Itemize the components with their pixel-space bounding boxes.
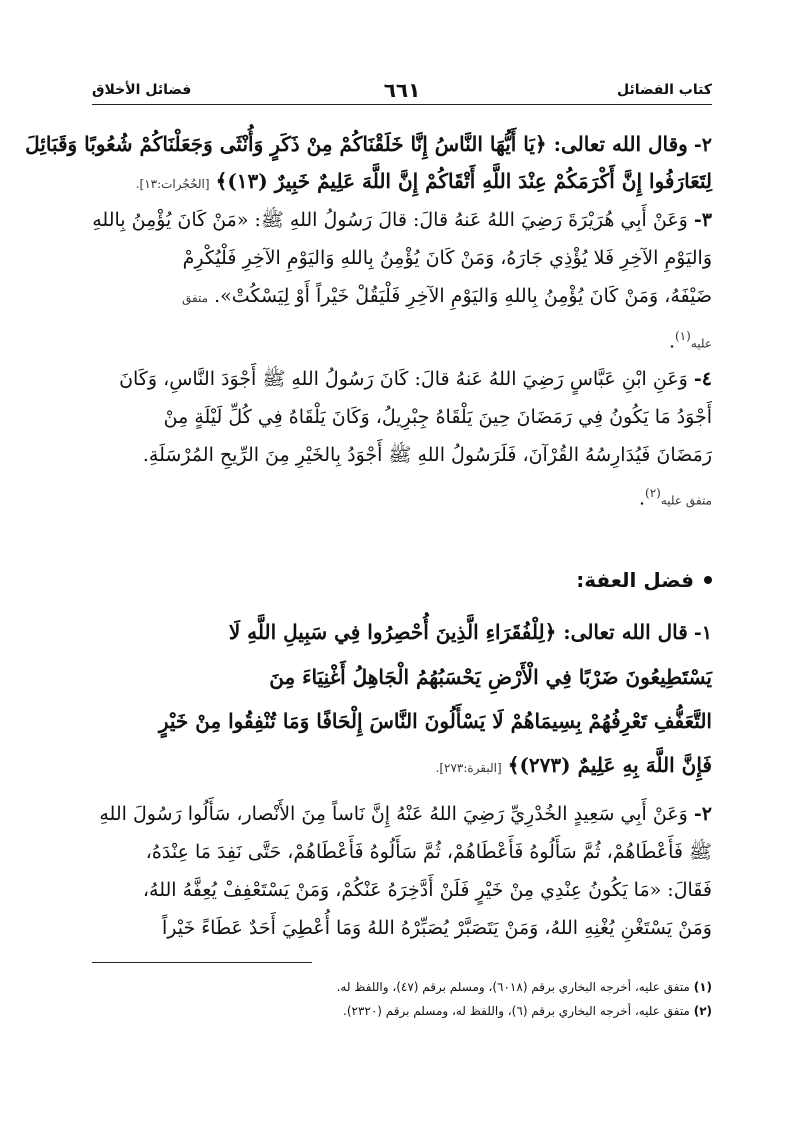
quran-verse: فَإِنَّ اللَّهَ بِهِ عَلِيمٌ (٢٧٣)﴾ <box>507 753 712 777</box>
grading: عليه <box>690 336 712 351</box>
entry-number: ٢- <box>693 803 712 825</box>
hadith-text: وَاليَوْمِ الآخِرِ فَلا يُؤْذِي جَارَهُ، وَمَنْ كَانَ يُؤْمِنُ بِاللهِ وَاليَوْمِ الآخِرِ فَلْيُكْرِمْ <box>182 247 712 269</box>
grading: متفق <box>181 291 209 305</box>
hadith-text: رَمَضَانَ فَيُدَارِسُهُ القُرْآنَ، فَلَرَسُولُ اللهِ ﷺ أَجْوَدُ بِالخَيْرِ مِنَ الرِّيحِ المُرْسَلَةِ. <box>142 444 712 466</box>
entry-number: ٢- <box>693 134 712 156</box>
section-title: فضل العفة: <box>576 568 694 592</box>
verse-reference: [الحُجُرات:١٣]. <box>135 177 210 191</box>
bullet-icon <box>704 576 712 584</box>
hadith-text: وَمَنْ يَسْتَغْنِ يُغْنِهِ اللهُ، وَمَنْ يَتَصَبَّرْ يُصَبِّرْهُ اللهُ وَمَا أُعْطِيَ أَحَدٌ عَطَاءً خَيْراً <box>161 917 712 939</box>
footnote-text: متفق عليه، أخرجه البخاري برقم (٦)، واللفظ له، ومسلم برقم (٢٣٢٠). <box>343 1004 690 1018</box>
entry-hadith-abu-hurairah <box>92 201 712 362</box>
entry-line <box>92 277 712 317</box>
book-page <box>25 70 712 1120</box>
entry-line <box>92 610 712 655</box>
hadith-text: ضَيْفَهُ، وَمَنْ كَانَ يُؤْمِنُ بِاللهِ وَاليَوْمِ الآخِرِ فَلْيَقُلْ خَيْراً أَوْ لِيَسْكُتْ». <box>214 285 712 307</box>
verse-reference: [البقرة:٢٧٣]. <box>435 761 502 775</box>
entry-line <box>92 474 712 519</box>
entry-hadith-ibn-abbas <box>92 360 712 519</box>
punctuation: . <box>638 487 646 510</box>
entry-line <box>25 126 712 163</box>
punctuation: . <box>668 330 675 353</box>
hadith-text: ﷺ فَأَعْطَاهُمْ، ثُمَّ سَأَلُوهُ فَأَعْطَاهُمْ، ثُمَّ سَأَلُوهُ فَأَعْطَاهُمْ، حَتَّى نَفِدَ مَا عِنْدَهُ، <box>145 841 712 863</box>
chapter-title: فضائل الأخلاق <box>92 82 192 98</box>
quran-verse: يَسْتَطِيعُونَ ضَرْبًا فِي الْأَرْضِ يَحْسَبُهُمُ الْجَاهِلُ أَغْنِيَاءَ مِنَ <box>269 665 712 689</box>
footnote-number: (١) <box>693 980 712 994</box>
running-header <box>92 78 712 105</box>
entry-line <box>92 317 712 362</box>
grading: متفق عليه <box>660 493 712 508</box>
hadith-text: وَعَنِ ابْنِ عَبَّاسٍ رَضِيَ اللهُ عَنهُ قالَ: كَانَ رَسُولُ اللهِ ﷺ أَجْوَدَ النَّاسِ، وَكَانَ <box>119 368 688 390</box>
entry-number: ٣- <box>693 209 712 231</box>
section-heading <box>576 568 712 592</box>
hadith-text: وَعَنْ أَبِي سَعِيدٍ الخُدْرِيِّ رَضِيَ اللهُ عَنْهُ إِنَّ نَاساً مِنَ الأَنْصار، سَأَلُوا رَسُولَ اللهِ <box>99 803 688 825</box>
entry-line <box>92 743 712 790</box>
page-number: ٦٦١ <box>383 78 421 102</box>
book-title: كتاب الفضائل <box>617 82 712 98</box>
footnotes <box>92 975 712 1023</box>
entry-number: ٤- <box>693 368 712 390</box>
entry-line <box>92 795 712 833</box>
entry-verse-baqarah <box>92 610 712 790</box>
hadith-text: وَعَنْ أَبِي هُرَيْرَةَ رَضِيَ اللهُ عَنهُ قالَ: قالَ رَسُولُ اللهِ ﷺ: «مَنْ كَانَ يُؤْمِنُ بِاللهِ <box>92 209 688 231</box>
hadith-text: فَقَالَ: «مَا يَكُونُ عِنْدِي مِنْ خَيْرٍ فَلَنْ أَدَّخِرَهُ عَنْكُمْ، وَمَنْ يَسْتَعْفِفْ يُعِفَّهُ اللهُ، <box>142 879 712 901</box>
quran-verse: وقال الله تعالى: ﴿يَا أَيُّهَا النَّاسُ إِنَّا خَلَقْنَاكُمْ مِنْ ذَكَرٍ وَأُنْثَى وَجَعَلْنَاكُمْ شُعُوبًا وَقَبَائِلَ <box>25 132 688 156</box>
entry-line <box>92 360 712 398</box>
hadith-text: أَجْوَدُ مَا يَكُونُ فِي رَمَضَانَ حِينَ يَلْقَاهُ جِبْرِيلُ، وَكَانَ يَلْقَاهُ فِي كُلِّ لَيْلَةٍ مِنْ <box>163 406 712 428</box>
footnote <box>92 999 712 1023</box>
footnote-divider <box>92 962 312 963</box>
entry-verse-hujurat <box>25 126 712 202</box>
quran-verse: التَّعَفُّفِ تَعْرِفُهُمْ بِسِيمَاهُمْ لَا يَسْأَلُونَ النَّاسَ إِلْحَافًا وَمَا تُنْفِقُوا مِنْ خَيْرٍ <box>158 709 712 733</box>
entry-hadith-abu-saeed <box>92 795 712 947</box>
quran-verse: لِتَعَارَفُوا إِنَّ أَكْرَمَكُمْ عِنْدَ اللَّهِ أَتْقَاكُمْ إِنَّ اللَّهَ عَلِيمٌ خَبِيرٌ (١٣)﴾ <box>215 169 712 193</box>
footnote-mark: (١) <box>674 329 691 343</box>
footnote-mark: (٢) <box>645 486 661 500</box>
quran-verse: قال الله تعالى: ﴿لِلْفُقَرَاءِ الَّذِينَ أُحْصِرُوا فِي سَبِيلِ اللَّهِ لَا <box>228 620 688 644</box>
entry-line <box>92 201 712 239</box>
footnote-number: (٢) <box>693 1004 712 1018</box>
footnote <box>92 975 712 999</box>
entry-number: ١- <box>693 622 712 644</box>
entry-line <box>92 163 712 202</box>
footnote-text: متفق عليه، أخرجه البخاري برقم (٦٠١٨)، ومسلم برقم (٤٧)، واللفظ له. <box>336 980 690 994</box>
